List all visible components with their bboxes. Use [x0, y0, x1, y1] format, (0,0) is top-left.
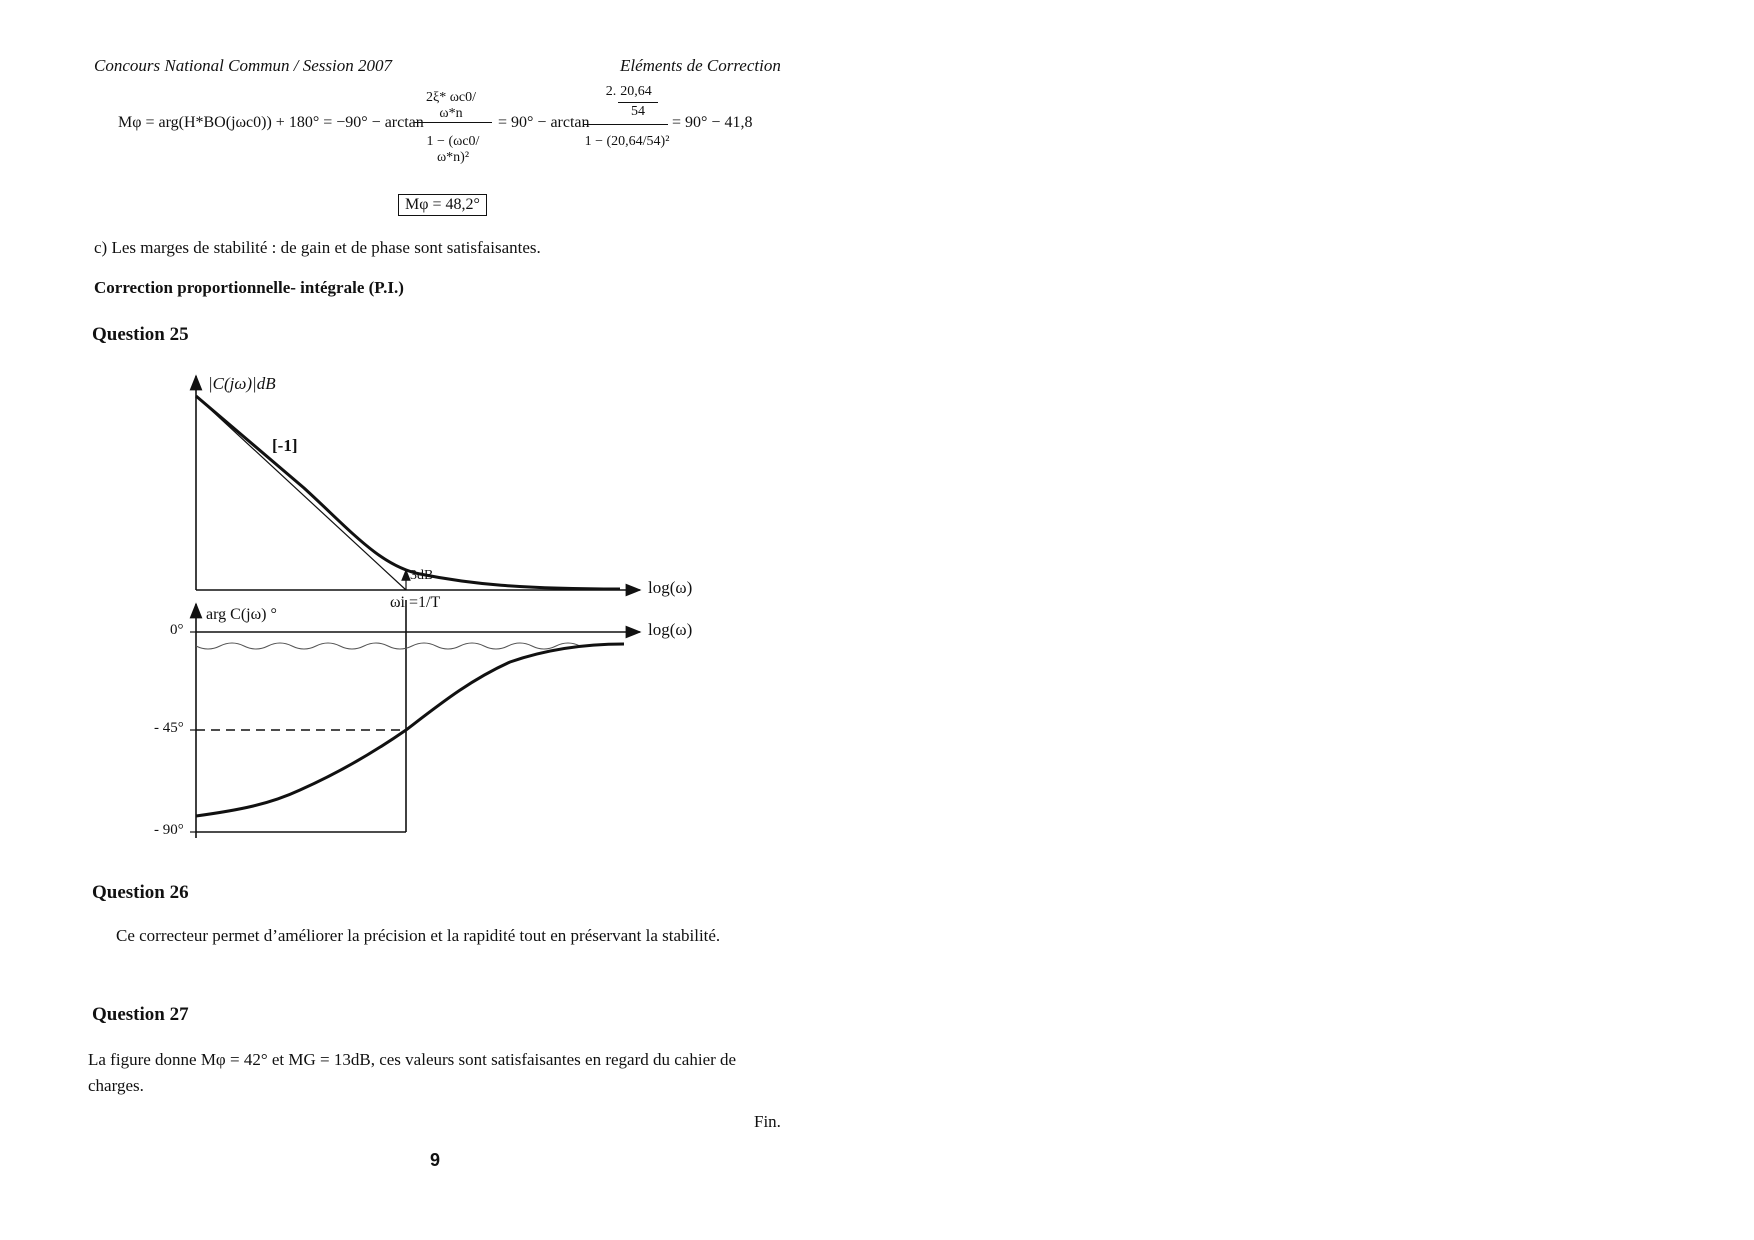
- formula-den1: 1 − (ωc0/ω*n)²: [426, 134, 480, 165]
- gain-asymptote: [196, 396, 406, 590]
- boxed-result: Mφ = 48,2°: [398, 194, 487, 216]
- question-26-title: Question 26: [92, 882, 189, 903]
- formula-num2-top: 20,64: [620, 84, 652, 99]
- formula-num1: 2ξ* ωc0/ω*n: [425, 90, 477, 121]
- question-27-title: Question 27: [92, 1004, 189, 1025]
- formula-num2-bot: 54: [631, 104, 645, 119]
- formula-lhs: Mφ = arg(H*BO(jωc0)) + 180° = −90° − arctan: [118, 114, 424, 131]
- page-number: 9: [430, 1150, 441, 1170]
- three-db-label: 3dB: [410, 568, 434, 583]
- formula-rhs: = 90° − 41,8: [672, 114, 753, 131]
- tick-45-label: - 45°: [154, 720, 184, 736]
- question-26-text: Ce correcteur permet d’améliorer la précision et la rapidité tout en préservant la stabilité.: [116, 926, 721, 945]
- corner-frequency-label: ωi =1/T: [390, 594, 441, 611]
- section-title: Correction proportionnelle- intégrale (P.I.): [94, 278, 404, 297]
- formula-den2: 1 − (20,64/54)²: [584, 134, 670, 149]
- tick-0-label: 0°: [170, 622, 184, 638]
- gain-curve: [196, 396, 620, 589]
- formula-num2-pre: 2.: [605, 84, 617, 99]
- header-right: Eléments de Correction: [620, 56, 781, 75]
- question-27-line1: La figure donne Mφ = 42° et MG = 13dB, ces valeurs sont satisfaisantes en regard du cahier de: [88, 1050, 737, 1069]
- fin-label: Fin.: [754, 1112, 781, 1131]
- question-25-title: Question 25: [92, 324, 189, 345]
- slope-label: [-1]: [272, 436, 298, 455]
- question-27-line2: charges.: [88, 1076, 144, 1095]
- tick-90-label: - 90°: [154, 822, 184, 838]
- x-axis-label-bottom: log(ω): [648, 620, 693, 639]
- header-left: Concours National Commun / Session 2007: [94, 56, 392, 75]
- formula-mid: = 90° − arctan: [498, 114, 590, 131]
- gain-axis-label: |C(jω)|dB: [208, 374, 276, 393]
- paragraph-c: c) Les marges de stabilité : de gain et de phase sont satisfaisantes.: [94, 238, 541, 257]
- phase-axis-label: arg C(jω) °: [206, 606, 277, 623]
- wavy-reference-line: [196, 643, 580, 649]
- x-axis-label-top: log(ω): [648, 578, 693, 597]
